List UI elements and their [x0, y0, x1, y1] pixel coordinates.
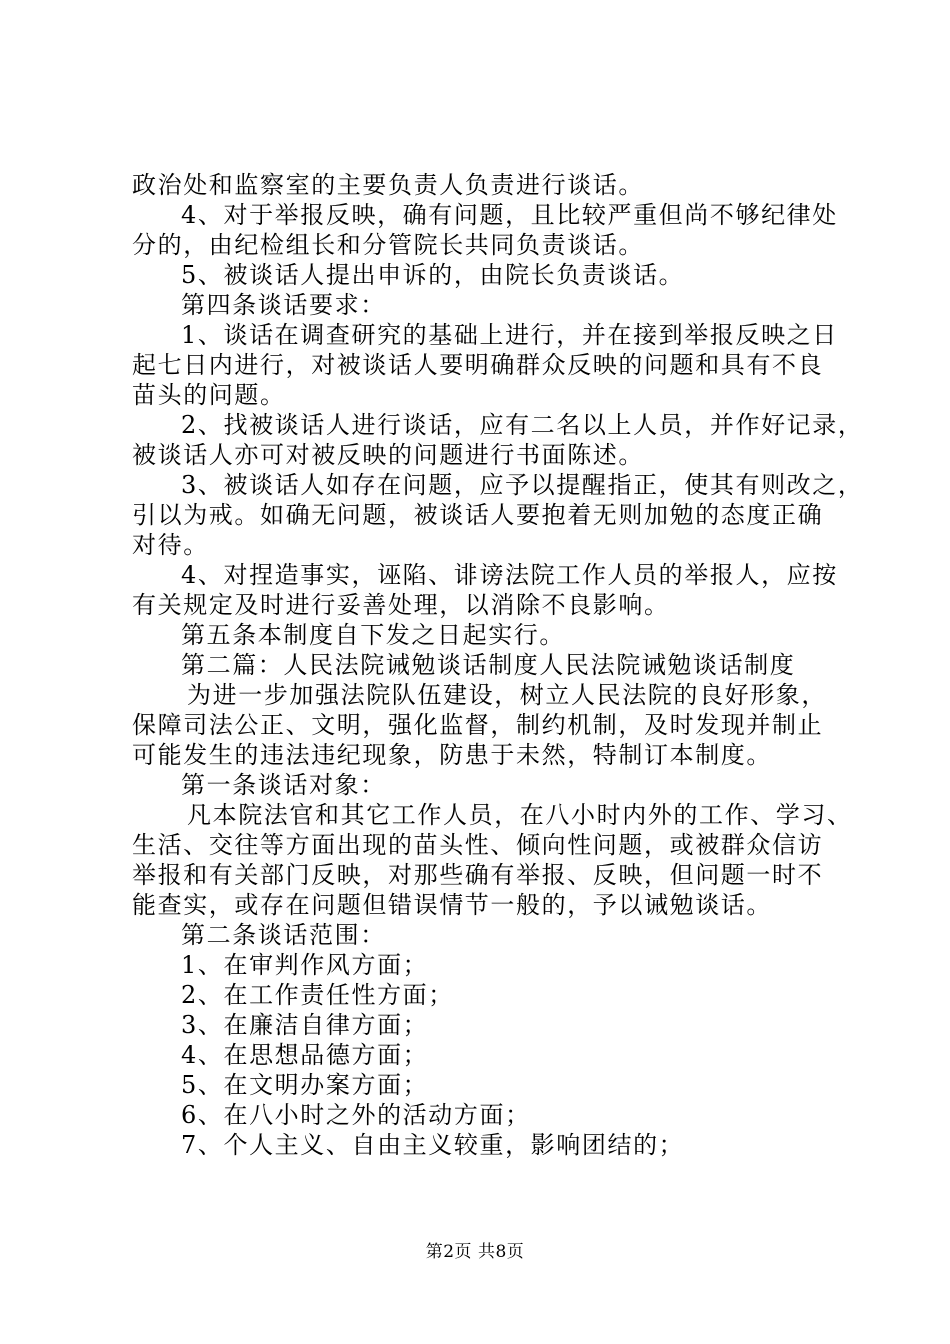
text-line: 4、对于举报反映，确有问题，且比较严重但尚不够纪律处	[181, 201, 838, 229]
text-line: 生活、交往等方面出现的苗头性、倾向性问题，或被群众信访	[132, 831, 824, 859]
text-line: 引以为戒。如确无问题，被谈话人要抱着无则加勉的态度正确	[132, 501, 824, 529]
text-line: 起七日内进行，对被谈话人要明确群众反映的问题和具有不良	[132, 351, 824, 379]
text-line: 第五条本制度自下发之日起实行。	[181, 621, 565, 649]
text-line: 政治处和监察室的主要负责人负责进行谈话。	[132, 171, 644, 199]
text-line: 分的，由纪检组长和分管院长共同负责谈话。	[132, 231, 644, 259]
text-line: 7、个人主义、自由主义较重，影响团结的；	[181, 1131, 685, 1159]
text-line: 第二条谈话范围：	[181, 921, 386, 949]
text-line: 2、找被谈话人进行谈话，应有二名以上人员，并作好记录，	[181, 411, 864, 439]
page-footer: 第2页 共8页	[425, 1242, 525, 1262]
text-line: 能查实，或存在问题但错误情节一般的，予以诫勉谈话。	[132, 891, 772, 919]
text-line: 第二篇：人民法院诫勉谈话制度人民法院诫勉谈话制度	[181, 651, 796, 679]
text-line: 为进一步加强法院队伍建设，树立人民法院的良好形象，	[187, 681, 827, 709]
text-line: 3、在廉洁自律方面；	[181, 1011, 429, 1039]
text-line: 4、在思想品德方面；	[181, 1041, 429, 1069]
text-line: 3、被谈话人如存在问题，应予以提醒指正，使其有则改之，	[181, 471, 864, 499]
text-line: 5、被谈话人提出申诉的，由院长负责谈话。	[181, 261, 685, 289]
document-body	[132, 170, 864, 1160]
text-line: 5、在文明办案方面；	[181, 1071, 429, 1099]
text-line: 对待。	[132, 531, 209, 559]
text-line: 1、谈话在调查研究的基础上进行，并在接到举报反映之日	[181, 321, 838, 349]
text-line: 保障司法公正、文明，强化监督，制约机制，及时发现并制止	[132, 711, 824, 739]
text-line: 1、在审判作风方面；	[181, 951, 429, 979]
text-line: 有关规定及时进行妥善处理，以消除不良影响。	[132, 591, 670, 619]
text-line: 举报和有关部门反映，对那些确有举报、反映，但问题一时不	[132, 861, 824, 889]
text-line: 4、对捏造事实，诬陷、诽谤法院工作人员的举报人，应按	[181, 561, 838, 589]
text-line: 2、在工作责任性方面；	[181, 981, 454, 1009]
text-line: 被谈话人亦可对被反映的问题进行书面陈述。	[132, 441, 644, 469]
text-line: 凡本院法官和其它工作人员，在八小时内外的工作、学习、	[187, 801, 853, 829]
text-line: 苗头的问题。	[132, 381, 286, 409]
text-line: 可能发生的违法违纪现象，防患于未然，特制订本制度。	[132, 741, 772, 769]
text-line: 第四条谈话要求：	[181, 291, 386, 319]
text-line: 6、在八小时之外的活动方面；	[181, 1101, 531, 1129]
text-line: 第一条谈话对象：	[181, 771, 386, 799]
